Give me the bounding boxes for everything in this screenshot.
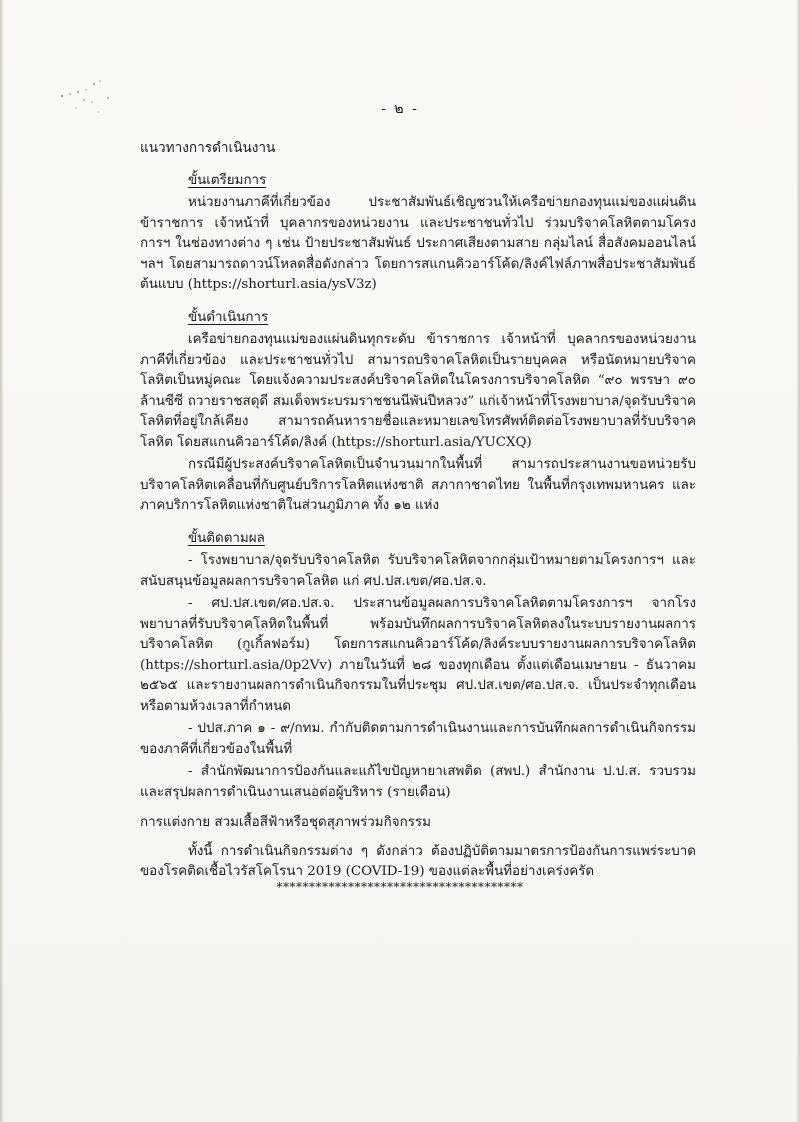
page-number: - ๒ -	[381, 101, 419, 117]
paragraph-implementation: เครือข่ายกองทุนแม่ของแผ่นดินทุกระดับ ข้าราชการ เจ้าหน้าที่ บุคลากรของหน่วยงานภาคีที่เกี่ยวข้อง และประชาชนทั่วไป สามารถบริจาคโลหิตเป็นรายบุคคล หรือนัดหมายบริจาคโลหิตเป็นหมู่คณะ โดยแจ้งความประสงค์บริจาคโลหิตในโครงการบริจาคโลหิต “๙๐ พรรษา ๙๐ ล้านซีซี ถวายราชสดุดี สมเด็จพระบรมราชชนนีพันปีหลวง” แก่เจ้าหน้าที่โรงพยาบาล/จุดรับบริจาคโลหิตที่อยู่ใกล้เคียง สามารถค้นหารายชื่อและหมายเลขโทรศัพท์ติดต่อโรงพยาบาลที่รับบริจาคโลหิต โดยสแกนคิวอาร์โค้ด/ลิงค์ (https://shorturl.asia/YUCXQ)	[140, 332, 696, 450]
follow-up-item: - ปปส.ภาค ๑ - ๙/กทม. กำกับติดตามการดำเนินงานและการบันทึกผลการดำเนินกิจกรรมของภาคีที่เกี่ยวข้องในพื้นที่	[140, 721, 696, 757]
scan-edge-left	[0, 0, 4, 1122]
dress-code: การแต่งกาย สวมเสื้อสีฟ้าหรือชุดสุภาพร่วมกิจกรรม	[140, 815, 431, 830]
document-body	[140, 138, 696, 883]
subheading-follow-up: ขั้นติดตามผล	[188, 530, 265, 546]
subheading-implementation: ขั้นดำเนินการ	[188, 309, 269, 325]
scan-edge-right	[796, 0, 800, 1122]
paragraph-preparation: หน่วยงานภาคีที่เกี่ยวข้อง ประชาสัมพันธ์เชิญชวนให้เครือข่ายกองทุนแม่ของแผ่นดิน ข้าราชการ เจ้าหน้าที่ บุคลากรของหน่วยงาน และประชาชนทั่วไป ร่วมบริจาคโลหิตตามโครงการฯ ในช่องทางต่าง ๆ เช่น ป้ายประชาสัมพันธ์ ประกาศเสียงตามสาย กลุ่มไลน์ สื่อสังคมออนไลน์ ฯลฯ โดยสามารถดาวน์โหลดสื่อดังกล่าว โดยการสแกนคิวอาร์โค้ด/ลิงค์ไฟล์ภาพสื่อประชาสัมพันธ์ต้นแบบ (https://shorturl.asia/ysV3z)	[140, 195, 696, 292]
follow-up-item: - สำนักพัฒนาการป้องกันและแก้ไขปัญหายาเสพติด (สพป.) สำนักงาน ป.ป.ส. รวบรวมและสรุปผลการดำเนินงานเสนอต่อผู้บริหาร (รายเดือน)	[140, 764, 696, 800]
closing-paragraph: ทั้งนี้ การดำเนินกิจกรรมต่าง ๆ ดังกล่าว ต้องปฏิบัติตามมาตรการป้องกันการแพร่ระบาดของโรคติดเชื้อไวรัสโคโรนา 2019 (COVID-19) ของแต่ละพื้นที่อย่างเคร่งครัด	[140, 843, 696, 879]
follow-up-item: - โรงพยาบาล/จุดรับบริจาคโลหิต รับบริจาคโลหิตจากกลุ่มเป้าหมายตามโครงการฯ และสนับสนุนข้อมูลผลการบริจาคโลหิต แก่ ศป.ปส.เขต/ศอ.ปส.จ.	[140, 553, 696, 589]
section-heading: แนวทางการดำเนินงาน	[140, 140, 276, 156]
paragraph-mobile-unit: กรณีมีผู้ประสงค์บริจาคโลหิตเป็นจำนวนมากในพื้นที่ สามารถประสานงานขอหน่วยรับบริจาคโลหิตเคลื่อนที่กับศูนย์บริการโลหิตแห่งชาติ สภากาชาดไทย ในพื้นที่กรุงเทพมหานคร และภาคบริการโลหิตแห่งชาติในส่วนภูมิภาค ทั้ง ๑๒ แห่ง	[140, 457, 696, 513]
end-separator: **************************************	[276, 880, 524, 894]
subheading-preparation: ขั้นเตรียมการ	[188, 172, 267, 188]
follow-up-item: - ศป.ปส.เขต/ศอ.ปส.จ. ประสานข้อมูลผลการบริจาคโลหิตตามโครงการฯ จากโรงพยาบาลที่รับบริจาคโลหิตในพื้นที่ พร้อมบันทึกผลการบริจาคโลหิตลงในระบบรายงานผลการบริจาคโลหิต (กูเกิ้ลฟอร์ม) โดยการสแกนคิวอาร์โค้ด/ลิงค์ระบบรายงานผลการบริจาคโลหิต (https://shorturl.asia/0p2Vv) ภายในวันที่ ๒๘ ของทุกเดือน ตั้งแต่เดือนเมษายน - ธันวาคม ๒๕๖๕ และรายงานผลการดำเนินกิจกรรมในที่ประชุม ศป.ปส.เขต/ศอ.ปส.จ. เป็นประจำทุกเดือนหรือตามห้วงเวลาที่กำหนด	[140, 596, 696, 714]
